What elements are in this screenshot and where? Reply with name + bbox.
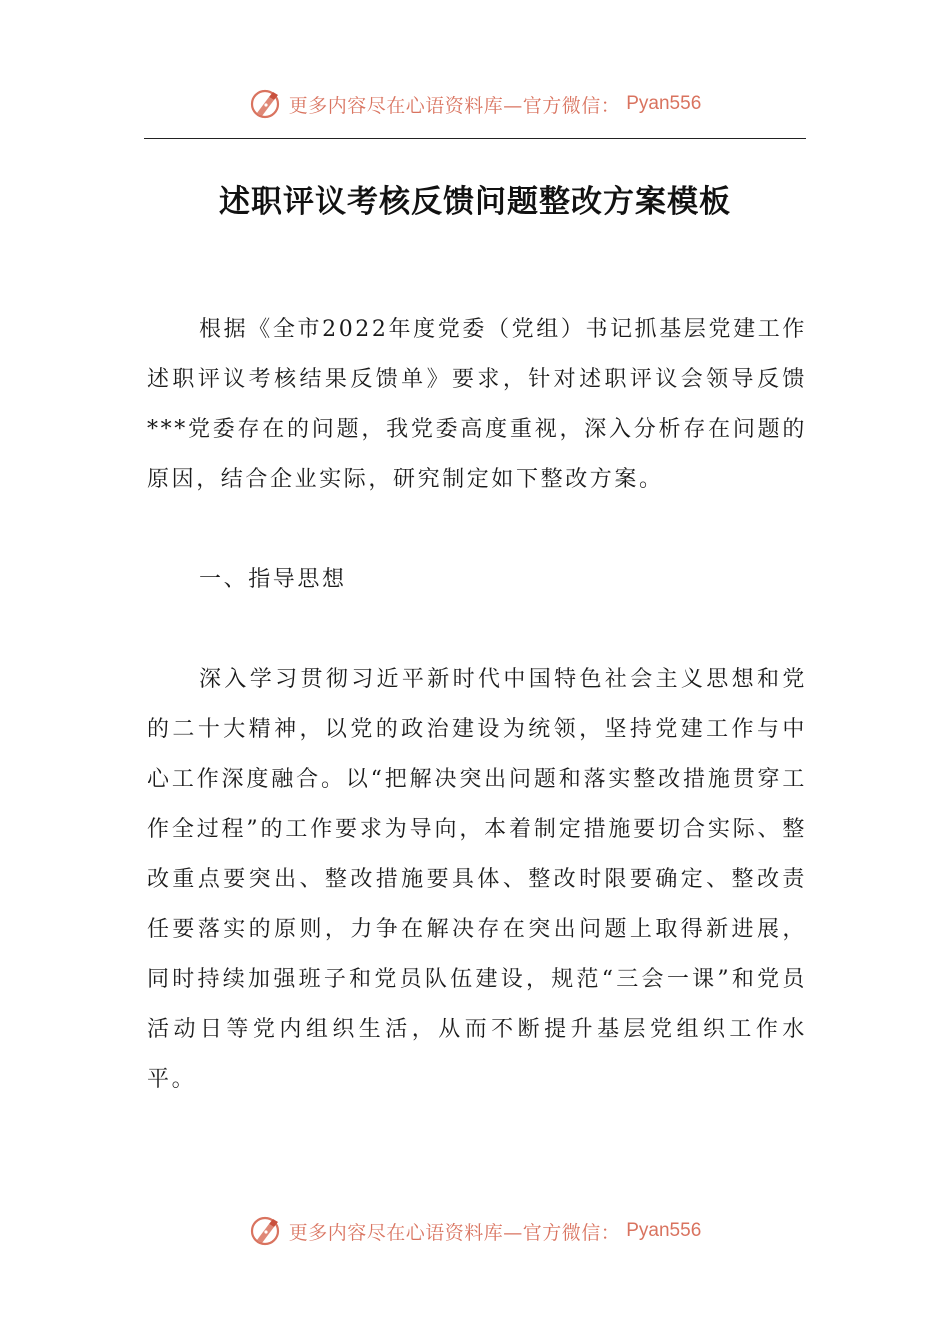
intro-paragraph: 根据《全市2022年度党委（党组）书记抓基层党建工作述职评议考核结果反馈单》要求，针对述职评议会领导反馈***党委存在的问题，我党委高度重视，深入分析存在问题的原因，结合企业实际，研究制定如下整改方案。 (147, 317, 807, 492)
pen-nib-logo-icon (249, 87, 283, 121)
watermark-wechat-id: Pyan556 (626, 93, 702, 114)
footer-watermark (0, 1211, 950, 1251)
header-divider (144, 138, 806, 139)
guiding-ideology-paragraph: 深入学习贯彻习近平新时代中国特色社会主义思想和党的二十大精神，以党的政治建设为统领，坚持党建工作与中心工作深度融合。以“把解决突出问题和落实整改措施贯穿工作全过程”的工作要求为导向，本着制定措施要切合实际、整改重点要突出、整改措施要具体、整改时限要确定、整改责任要落实的原则，力争在解决存在突出问题上取得新进展，同时持续加强班子和党员队伍建设，规范“三会一课”和党员活动日等党内组织生活，从而不断提升基层党组织工作水平。 (147, 667, 807, 1092)
watermark-text: 更多内容尽在心语资料库—官方微信： (288, 94, 621, 117)
header-watermark (0, 84, 950, 124)
watermark-text: 更多内容尽在心语资料库—官方微信： (288, 1221, 621, 1244)
watermark-wechat-id: Pyan556 (626, 1220, 702, 1241)
document-title: 述职评议考核反馈问题整改方案模板 (219, 184, 731, 220)
pen-nib-logo-icon (249, 1214, 283, 1248)
section-heading-guiding-ideology: 一、指导思想 (199, 567, 347, 592)
